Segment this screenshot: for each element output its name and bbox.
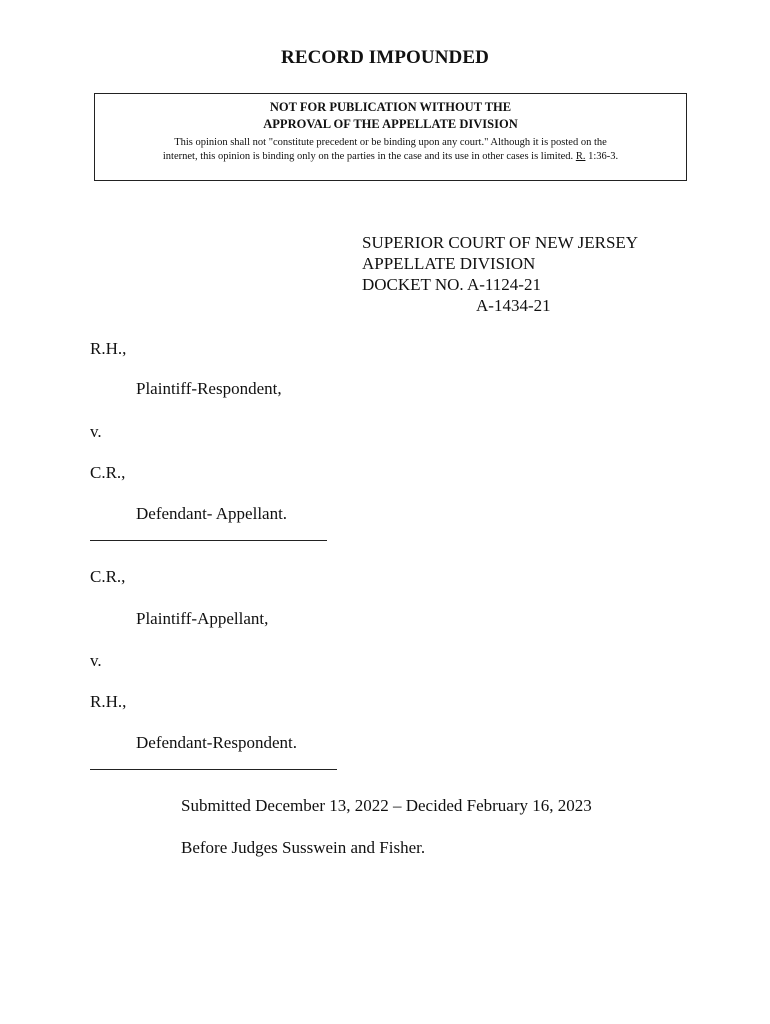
notice-body-line2-end: 1:36-3.: [585, 151, 619, 162]
notice-heading-line2: APPROVAL OF THE APPELLATE DIVISION: [263, 117, 518, 131]
caption1-party1: R.H.,: [90, 339, 127, 358]
submission-dates: Submitted December 13, 2022 – Decided February 16, 2023: [181, 796, 592, 815]
caption2-versus: v.: [90, 651, 102, 670]
notice-body-line2-text: internet, this opinion is binding only on the parties in the case and its use in other cases is limited.: [162, 151, 576, 162]
caption2-role2: Defendant-Respondent.: [136, 733, 297, 752]
caption2-party2: R.H.,: [90, 692, 127, 711]
caption1-role1: Plaintiff-Respondent,: [136, 379, 282, 398]
court-rule-reference: R.: [575, 151, 586, 162]
notice-body-line1: This opinion shall not "constitute precedent or be binding upon any court." Although it is posted on the: [174, 137, 607, 148]
caption2-role1: Plaintiff-Appellant,: [136, 609, 269, 628]
notice-body-line2: [95, 151, 686, 162]
caption2-party1: C.R.,: [90, 567, 126, 586]
notice-heading-line1: NOT FOR PUBLICATION WITHOUT THE: [269, 100, 512, 114]
caption1-role2: Defendant- Appellant.: [136, 504, 288, 523]
docket-number-second: A-1434-21: [476, 296, 551, 315]
page-title: RECORD IMPOUNDED: [281, 47, 489, 68]
docket-number: DOCKET NO. A-1124-21: [362, 275, 541, 294]
caption2-divider: [90, 769, 337, 770]
panel-judges: Before Judges Susswein and Fisher.: [181, 838, 426, 857]
caption1-divider: [90, 540, 327, 541]
court-name: SUPERIOR COURT OF NEW JERSEY: [362, 233, 639, 252]
caption1-party2: C.R.,: [90, 463, 126, 482]
publication-notice-box: [94, 93, 687, 181]
caption1-versus: v.: [90, 422, 102, 441]
court-division: APPELLATE DIVISION: [362, 254, 536, 273]
